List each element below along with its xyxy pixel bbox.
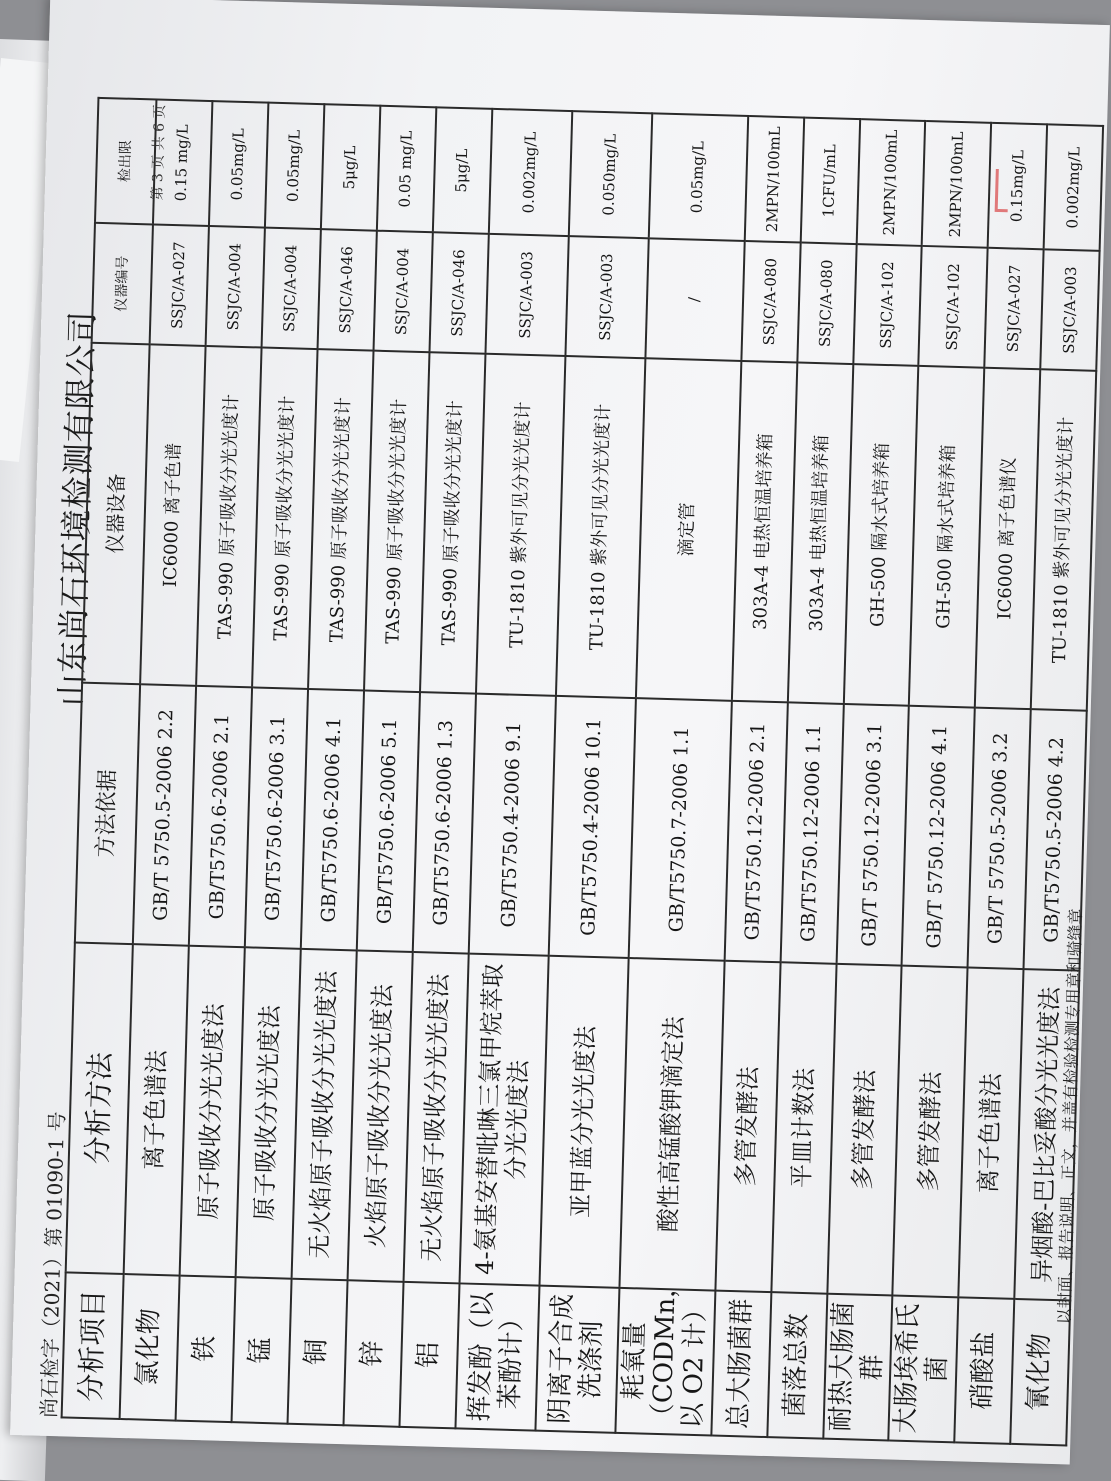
cell-limit: 0.05 mg/L	[377, 106, 436, 233]
footnote: 以封面、报告说明、正文，并盖有检验检测专用章和骑缝章	[1054, 908, 1086, 1325]
cell-instrument-no: SSJC/A-003	[485, 234, 568, 356]
cell-limit: 0.15 mg/L	[153, 99, 212, 226]
cell-instrument: IC6000 离子色谱仪	[975, 368, 1040, 709]
cell-item: 耗氧量（CODMn，以 O2 计）	[615, 1288, 715, 1436]
header-instrument-no: 仪器编号	[92, 223, 153, 345]
cell-basis: GB/T 5750.12-2006 4.1	[902, 706, 975, 968]
cell-instrument: GH-500 隔水式培养箱	[844, 364, 919, 706]
cell-basis: GB/T5750.4-2006 9.1	[469, 694, 556, 956]
cell-method: 平皿计数法	[771, 962, 836, 1293]
cell-basis: GB/T5750.6-2006 3.1	[245, 687, 308, 948]
cell-method: 离子色谱法	[959, 967, 1024, 1298]
cell-basis: GB/T5750.7-2006 1.1	[629, 698, 732, 961]
cell-limit: 0.002mg/L	[489, 109, 572, 236]
cell-limit: 0.15mg/L	[988, 123, 1047, 250]
cell-instrument: 303A-4 电热恒温培养箱	[732, 361, 797, 702]
cell-instrument-no: SSJC/A-003	[1040, 249, 1099, 371]
header-limit: 检出限	[95, 98, 156, 225]
cell-basis: GB/T5750.5-2006 4.2	[1024, 709, 1087, 970]
header-instrument: 仪器设备	[82, 343, 149, 684]
cell-instrument: TU-1810 紫外可见分光光度计	[1031, 369, 1096, 710]
cell-instrument-no: SSJC/A-004	[262, 228, 321, 350]
cell-item: 锌	[344, 1280, 404, 1427]
cell-method: 异烟酸-巴比妥酸分光光度法	[1015, 969, 1080, 1300]
cell-instrument-no: SSJC/A-004	[206, 226, 265, 348]
header-method: 分析方法	[66, 943, 133, 1274]
cell-basis: GB/T5750.4-2006 10.1	[549, 696, 636, 958]
cell-limit: 2MPN/100mL	[922, 121, 991, 248]
cell-basis: GB/T 5750.12-2006 3.1	[836, 704, 909, 966]
cell-instrument-no: SSJC/A-004	[374, 231, 433, 353]
cell-method: 多管发酵法	[827, 964, 902, 1296]
cell-limit: 1CFU/mL	[800, 118, 859, 245]
cell-item: 氰化物	[1010, 1299, 1070, 1446]
header-basis: 方法依据	[75, 683, 140, 945]
analysis-method-table	[61, 97, 1105, 1447]
cell-basis: GB/T5750.6-2006 2.1	[189, 686, 252, 947]
cell-method: 亚甲蓝分光光度法	[539, 956, 628, 1288]
cell-instrument-no: SSJC/A-003	[565, 236, 648, 358]
cell-instrument-no: SSJC/A-046	[318, 229, 377, 351]
rotated-content	[20, 26, 1086, 1453]
cell-item: 菌落总数	[767, 1292, 827, 1439]
cell-instrument: TAS-990 原子吸收分光光度计	[364, 351, 429, 692]
cell-method: 原子吸收分光光度法	[180, 946, 245, 1277]
cell-instrument-no: SSJC/A-080	[741, 241, 800, 363]
cell-item: 大肠埃希氏菌	[889, 1296, 959, 1443]
cell-method: 无火焰原子吸收分光光度法	[292, 949, 357, 1280]
cell-instrument-no: SSJC/A-080	[797, 243, 856, 365]
cell-instrument-no: SSJC/A-102	[853, 244, 922, 366]
cell-basis: GB/T5750.6-2006 1.3	[413, 692, 476, 953]
cell-item: 总大肠菌群	[711, 1291, 771, 1438]
cell-item: 氯化物	[120, 1274, 180, 1421]
cell-basis: GB/T 5750.5-2006 2.2	[133, 684, 196, 945]
cell-instrument: TU-1810 紫外可见分光光度计	[476, 354, 565, 696]
cell-instrument: TAS-990 原子吸收分光光度计	[196, 346, 261, 687]
cell-item: 耐热大肠菌群	[823, 1294, 893, 1441]
report-sheet	[10, 0, 1110, 1465]
cell-method: 原子吸收分光光度法	[236, 947, 301, 1278]
cell-limit: 2MPN/100mL	[744, 116, 803, 243]
cell-basis: GB/T5750.12-2006 2.1	[724, 701, 787, 962]
cell-method: 火焰原子吸收分光光度法	[348, 950, 413, 1281]
cell-item: 硝酸盐	[954, 1297, 1014, 1444]
cell-method: 4-氨基安替吡啉三氯甲烷萃取分光光度法	[460, 954, 549, 1286]
cell-instrument: 303A-4 电热恒温培养箱	[788, 362, 853, 703]
cell-instrument: TAS-990 原子吸收分光光度计	[252, 348, 317, 689]
cell-method: 酸性高锰酸钾滴定法	[619, 958, 724, 1291]
cell-item: 铜	[288, 1279, 348, 1426]
cell-item: 铁	[176, 1276, 236, 1423]
cell-method: 无火焰原子吸收分光光度法	[404, 952, 469, 1283]
cell-basis: GB/T5750.6-2006 5.1	[357, 691, 420, 952]
cell-item: 铝	[399, 1282, 459, 1429]
page-number: 第 3 页 共 6 页	[149, 104, 169, 201]
cell-limit: 0.05mg/L	[649, 113, 748, 241]
cell-limit: 2MPN/100mL	[856, 119, 925, 246]
cell-limit: 0.002mg/L	[1044, 124, 1103, 251]
cell-instrument-no: SSJC/A-102	[919, 246, 988, 368]
cell-basis: GB/T 5750.5-2006 3.2	[968, 708, 1031, 969]
cell-instrument: TAS-990 原子吸收分光光度计	[308, 349, 373, 690]
company-name: 山东尚石环境检测有限公司	[52, 309, 102, 707]
header-item: 分析项目	[62, 1272, 124, 1419]
cell-limit: 0.05mg/L	[209, 101, 268, 228]
cell-instrument: TU-1810 紫外可见分光光度计	[556, 356, 645, 698]
cell-limit: 5μg/L	[433, 107, 492, 234]
cell-limit: 5μg/L	[321, 104, 380, 231]
cell-method: 离子色谱法	[124, 944, 189, 1275]
document-number: 尚石检字（2021）第 01090-1 号	[36, 1111, 70, 1419]
cell-instrument-no: SSJC/A-046	[429, 232, 488, 354]
cell-instrument-no: SSJC/A-027	[985, 248, 1044, 370]
cell-item: 阴离子合成洗涤剂	[535, 1286, 619, 1433]
seal-stamp-fragment	[995, 169, 1009, 212]
cell-basis: GB/T5750.12-2006 1.1	[780, 702, 843, 963]
cell-instrument: 滴定管	[636, 358, 741, 701]
cell-item: 挥发酚（以苯酚计）	[455, 1283, 539, 1430]
cell-instrument: GH-500 隔水式培养箱	[909, 366, 984, 708]
cell-method: 多管发酵法	[893, 966, 968, 1298]
cell-limit: 0.05mg/L	[265, 103, 324, 230]
cell-limit: 0.050mg/L	[569, 111, 652, 238]
cell-method: 多管发酵法	[715, 961, 780, 1292]
cell-instrument-no: /	[645, 238, 744, 361]
cell-instrument: TAS-990 原子吸收分光光度计	[420, 352, 485, 693]
cell-item: 锰	[232, 1277, 292, 1424]
cell-instrument-no: SSJC/A-027	[150, 224, 209, 346]
cell-instrument: IC6000 离子色谱	[140, 344, 205, 685]
cell-basis: GB/T5750.6-2006 4.1	[301, 689, 364, 950]
